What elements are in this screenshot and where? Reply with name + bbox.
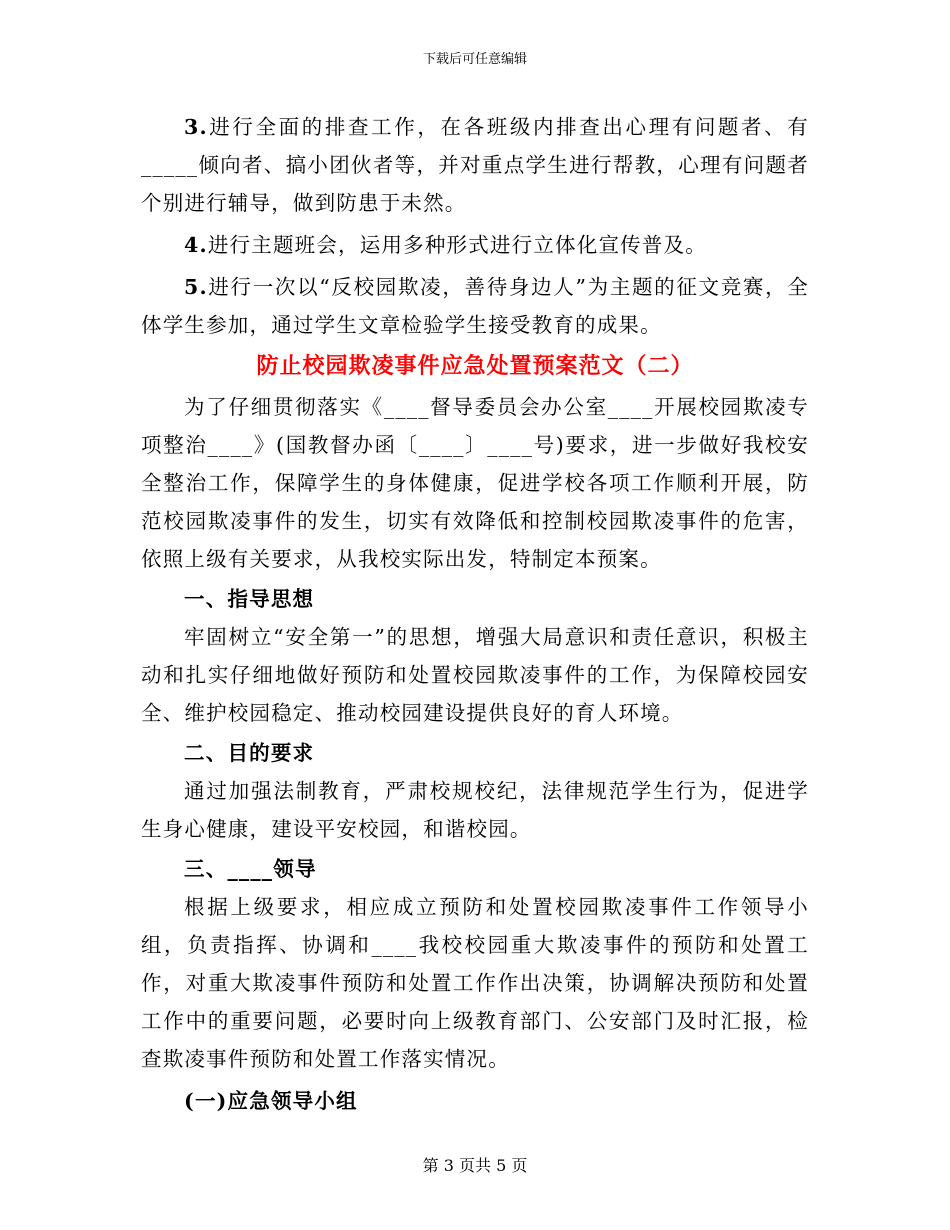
document-body — [141, 108, 809, 1120]
item-number: 4. — [184, 233, 208, 257]
page-header: 下载后可任意编辑 — [422, 52, 527, 67]
item-text: 进行全面的排查工作，在各班级内排查出心理有问题者、有_____倾向者、搞小团伙者等，并对重点学生进行帮教，心理有问题者个别进行辅导，做到防患于未然。 — [141, 115, 809, 215]
section-3-paragraph: 根据上级要求，相应成立预防和处置校园欺凌事件工作领导小组，负责指挥、协调和____我校校园重大欺凌事件的预防和处置工作，对重大欺凌事件预防和处置工作作出决策，协调解决预防和处置工作中的重要问题，必要时向上级教育部门、公安部门及时汇报，检查欺凌事件预防和处置工作落实情况。 — [141, 895, 809, 1071]
list-item-4 — [141, 226, 809, 264]
subsection-1-heading: (一)应急领导小组 — [184, 1089, 358, 1113]
item-number: 5. — [184, 275, 208, 299]
section-2-heading: 二、目的要求 — [184, 741, 315, 765]
section-2-paragraph: 通过加强法制教育，严肃校规校纪，法律规范学生行为，促进学生身心健康，建设平安校园，和谐校园。 — [141, 779, 809, 841]
section-3-heading: 三、____领导 — [184, 857, 317, 881]
list-item-5 — [141, 268, 809, 344]
page-footer: 第 3 页共 5 页 — [422, 1156, 528, 1175]
section-1-heading: 一、指导思想 — [184, 587, 315, 611]
list-item-3 — [141, 108, 809, 222]
item-text: 进行一次以“反校园欺凌，善待身边人”为主题的征文竞赛，全体学生参加，通过学生文章检验学生接受教育的成果。 — [141, 275, 809, 337]
item-text: 进行主题班会，运用多种形式进行立体化宣传普及。 — [207, 233, 707, 257]
intro-paragraph: 为了仔细贯彻落实《____督导委员会办公室____开展校园欺凌专项整治____》(国教督办函〔____〕____号)要求，进一步做好我校安全整治工作，保障学生的身体健康，促进学校各项工作顺利开展，防范校园欺凌事件的发生，切实有效降低和控制校园欺凌事件的危害，依照上级有关要求，从我校实际出发，特制定本预案。 — [141, 395, 809, 571]
section-title: 防止校园欺凌事件应急处置预案范文（二） — [256, 353, 694, 379]
item-number: 3. — [184, 115, 208, 139]
section-1-paragraph: 牢固树立“安全第一”的思想，增强大局意识和责任意识，积极主动和扎实仔细地做好预防和处置校园欺凌事件的工作，为保障校园安全、维护校园稳定、推动校园建设提供良好的育人环境。 — [141, 625, 809, 725]
